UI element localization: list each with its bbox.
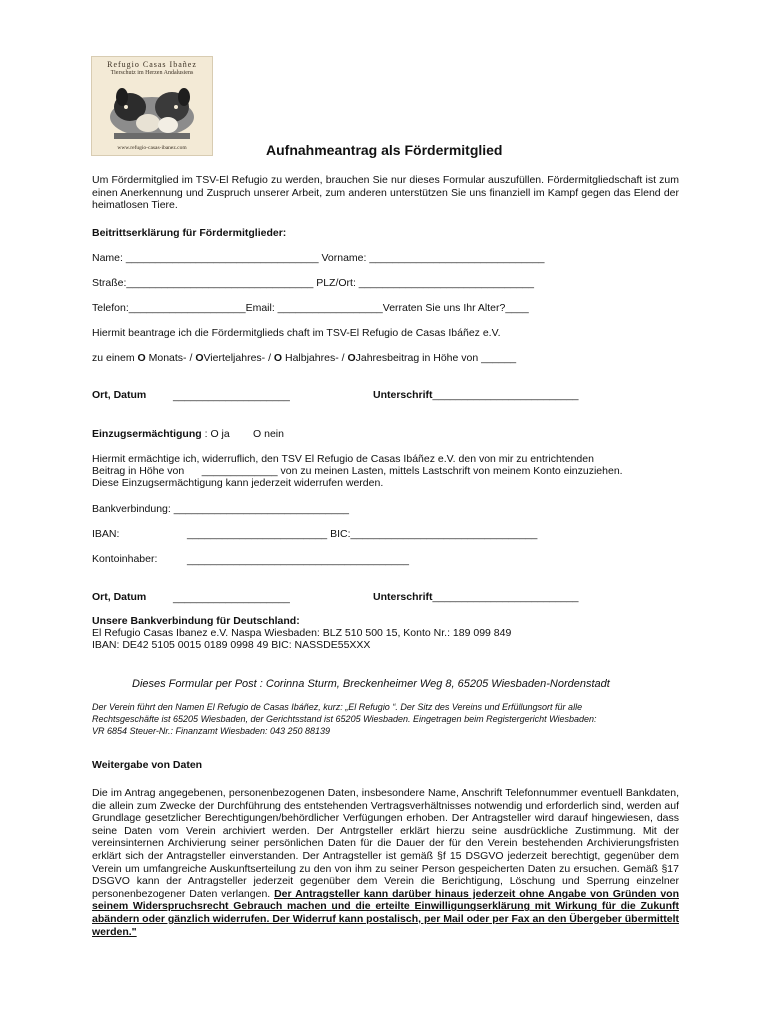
- ort-datum-field-2[interactable]: ____________________: [173, 592, 290, 604]
- kontoinhaber-label: Kontoinhaber:: [92, 553, 158, 565]
- page-title: Aufnahmeantrag als Fördermitglied: [266, 142, 503, 158]
- strasse-plz-field[interactable]: Straße:________________________________ PLZ/Ort: ______________________________: [92, 277, 534, 289]
- unsere-bank-title: Unsere Bankverbindung für Deutschland:: [92, 615, 300, 627]
- verein-line-2: Rechtsgeschäfte ist 65205 Wiesbaden, der Gerichtsstand ist 65205 Wiesbaden. Eingetragen beim Registergericht Wiesbaden:: [92, 714, 597, 724]
- ort-datum-label: Ort, Datum: [92, 389, 147, 401]
- einzug-options[interactable]: : O ja O nein: [201, 428, 284, 440]
- einzug-text-1: Hiermit ermächtige ich, widerruflich, den TSV El Refugio de Casas Ibáñez e.V. den von mir zu entrichtenden: [92, 453, 594, 465]
- einzug-row: [92, 428, 284, 441]
- unterschrift-label-2: Unterschrift: [373, 591, 433, 603]
- verein-line-1: Der Verein führt den Namen El Refugio de Casas Ibáñez, kurz: „El Refugio “. Der Sitz des Vereins und Erfüllungsort für alle: [92, 702, 583, 712]
- logo-subtitle: Tierschutz im Herzen Andalusiens: [110, 70, 194, 76]
- logo-title: Refugio Casas Ibañez: [107, 60, 197, 69]
- beitrag-prefix: zu einem: [92, 352, 138, 364]
- verein-line-3: VR 6854 Steuer-Nr.: Finanzamt Wiesbaden: 043 250 88139: [92, 726, 331, 736]
- unterschrift-line-2: _________________________: [432, 591, 579, 603]
- einzug-label: Einzugsermächtigung: [92, 428, 202, 440]
- ort-datum-label-2: Ort, Datum: [92, 591, 147, 603]
- einzug-text-2: Beitrag in Höhe von _____________ von zu meinen Lasten, mittels Lastschrift von meinem Konto einzuziehen.: [92, 465, 623, 477]
- intro-text: Um Fördermitglied im TSV-El Refugio zu werden, brauchen Sie nur dieses Formular auszufüllen. Fördermitgliedschaft ist zum einen Anerkennung und Zuspruch unserer Arbeit, zum anderen unterstützen Sie uns finanziell im Kampf gegen das Elend der heimatlosen Tiere.: [92, 174, 679, 212]
- section-beitritt: Beitrittserklärung für Fördermitglieder:: [92, 227, 287, 239]
- weitergabe-body: Die im Antrag angegebenen, personenbezogenen Daten, insbesondere Name, Anschrift Telefonnummer eventuell Bankdaten, die allein zum Zwecke der Durchführung des entstehenden Vertragsverhältnisses notwendig und erforderlich sind, werden auf Grundlage gesetzlicher Berechtigungen/behördlicher Verfügungen erhoben. Der Antragsteller wird darauf hingewiesen, dass seine Daten vom Verein archiviert werden. Der Antrgsteller erklärt hierzu seine ausdrückliche Zustimmung. Mit der vereinsinternen Archivierung seiner persönlichen Daten für die Dauer der für den Verein bestehenden Archivierungsfristen erklärt sich der Antragsteller einverstanden. Der Antragsteller ist gemäß §f 15 DSGVO jederzeit berechtigt, gegenüber dem Verein um umfangreiche Auskunftserteilung zu den von ihm zu seiner Person gespeicherten Daten zu ersuchen. Gemäß §17 DSGVO kann der Antragsteller jederzeit gegenüber dem Verein die Berichtigung, Löschung und Sperrung einzelner personenbezogener Daten verlangen.: [92, 787, 679, 900]
- unsere-bank-line-2: IBAN: DE42 5105 0015 0189 0998 49 BIC: NASSDE55XXX: [92, 639, 371, 651]
- widerruf-notice: Der Antragsteller kann darüber hinaus jederzeit ohne Angabe von Gründen von seinem Widerspruchsrecht Gebrauch machen und die erteilte Einwilligungserklärung mit Wirkung für die Zukunft abändern oder gänzlich widerrufen. Der Widerruf kann postalisch, per Mail oder per Fax an den Übergeber übermittelt werden.": [92, 887, 679, 938]
- refugio-logo: [91, 56, 213, 156]
- unterschrift-line: _________________________: [432, 389, 579, 401]
- beitrag-jahres: Jahresbeitrag in Höhe von ______: [355, 352, 517, 364]
- beitrag-viertel: Vierteljahres- /: [203, 352, 274, 364]
- beitrag-halb: Halbjahres- /: [282, 352, 348, 364]
- ort-datum-field[interactable]: ____________________: [173, 390, 290, 402]
- beitrag-choice: [92, 352, 516, 365]
- name-vorname-field[interactable]: Name: _________________________________ Vorname: ______________________________: [92, 252, 545, 264]
- unterschrift-field-2[interactable]: [373, 591, 579, 604]
- bankverbindung-field[interactable]: Bankverbindung: ______________________________: [92, 503, 349, 515]
- weitergabe-text: [92, 787, 679, 938]
- hiermit-text: Hiermit beantrage ich die Fördermitglieds chaft im TSV-El Refugio de Casas Ibáñez e.V.: [92, 327, 501, 339]
- telefon-email-field[interactable]: Telefon:____________________Email: __________________Verraten Sie uns Ihr Alter?____: [92, 302, 529, 314]
- weitergabe-title: Weitergabe von Daten: [92, 759, 203, 771]
- einzug-text-3: Diese Einzugsermächtigung kann jederzeit widerrufen werden.: [92, 477, 384, 489]
- radio-viertel[interactable]: O: [195, 352, 204, 364]
- unsere-bank-line-1: El Refugio Casas Ibanez e.V. Naspa Wiesbaden: BLZ 510 500 15, Konto Nr.: 189 099 849: [92, 627, 512, 639]
- iban-bic-field[interactable]: ________________________ BIC:________________________________: [187, 528, 538, 540]
- radio-halb[interactable]: O: [273, 352, 283, 364]
- kontoinhaber-field[interactable]: ______________________________________: [187, 554, 409, 566]
- dogs-illustration-icon: [92, 77, 212, 143]
- radio-monats[interactable]: O: [137, 352, 146, 364]
- beitrag-monats: Monats- /: [145, 352, 196, 364]
- radio-jahres[interactable]: O: [347, 352, 356, 364]
- logo-url: www.refugio-casas-ibanez.com: [117, 145, 187, 151]
- iban-label: IBAN:: [92, 528, 120, 540]
- post-address: Dieses Formular per Post : Corinna Sturm, Breckenheimer Weg 8, 65205 Wiesbaden-Nordenstadt: [132, 678, 610, 690]
- unterschrift-label: Unterschrift: [373, 389, 433, 401]
- unterschrift-field[interactable]: [373, 389, 579, 402]
